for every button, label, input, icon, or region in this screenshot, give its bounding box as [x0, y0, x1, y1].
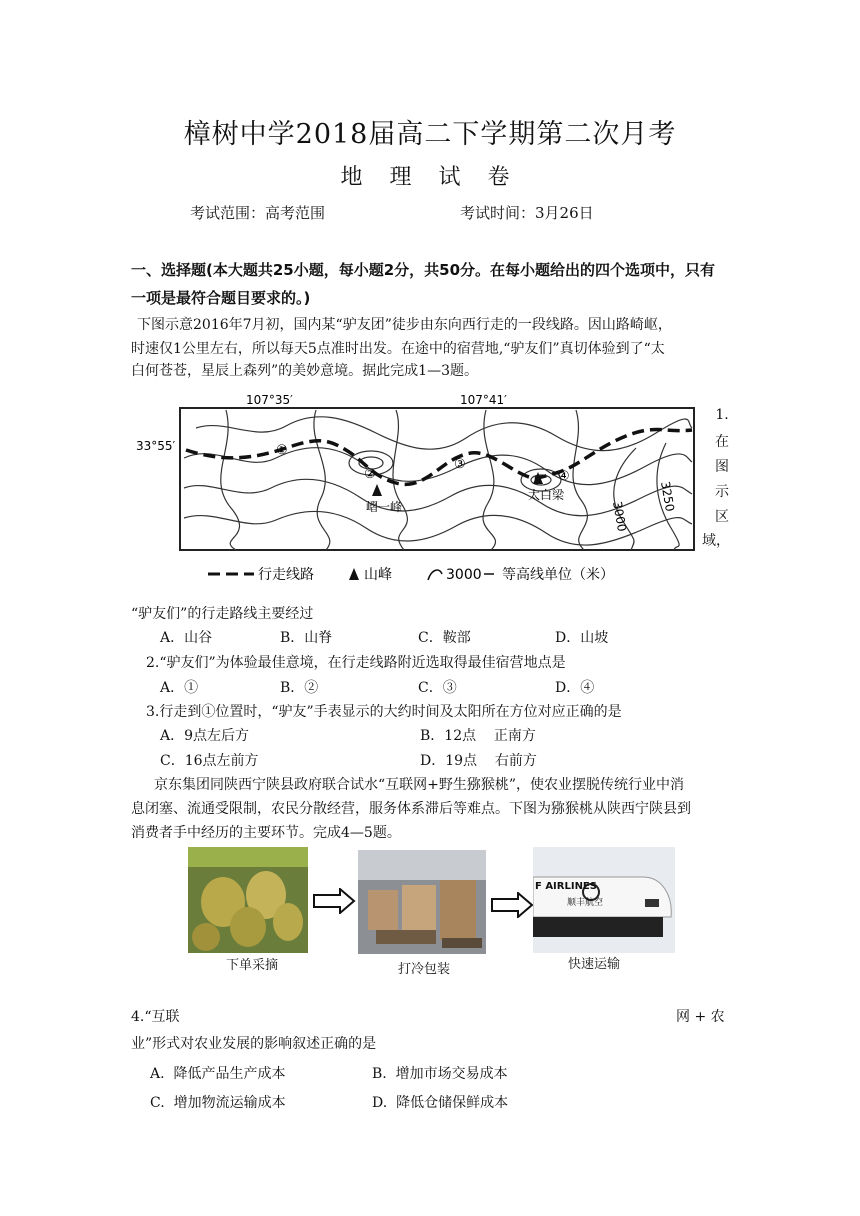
q2-option-c: C．③	[418, 680, 457, 696]
q4-option-b: B. 增加市场交易成本	[372, 1066, 508, 1082]
q3-option-a: A．9点左后方	[160, 728, 250, 744]
intro1-line1: 下图示意2016年7月初，国内某“驴友团”徒步由东向西行走的一段线路。因山路崎岖，	[137, 317, 672, 333]
contour-map	[136, 388, 706, 588]
q4-stem-right: 网 + 农	[676, 1009, 725, 1025]
exam-time: 考试时间：3月26日	[460, 204, 594, 222]
map-point-3: ③	[454, 457, 466, 472]
q2-option-b: B．②	[280, 680, 319, 696]
intro1-line2: 时速仅1公里左右，所以每天5点准时出发。在途中的宿营地,“驴友们”真切体验到了“太	[131, 341, 665, 357]
peak-label-2: 太白梁	[528, 488, 565, 502]
q1-vert-2: 在	[715, 434, 729, 450]
q2-stem: 2.“驴友们”为体验最佳意境，在行走线路附近选取得最佳宿营地点是	[146, 655, 566, 671]
longitude-label-1: 107°35′	[246, 393, 293, 407]
contour-label-3250: 3250	[658, 480, 678, 513]
plane-text-1: F AIRLINES	[535, 881, 597, 892]
contour-label-3000: 3000	[610, 500, 630, 533]
q1-vert-3: 图	[715, 459, 729, 475]
exam-scope: 考试范围：高考范围	[190, 204, 326, 222]
q4-stem-2: 业”形式对农业发展的影响叙述正确的是	[131, 1036, 377, 1052]
intro2-line3: 消费者手中经历的主要环节。完成4—5题。	[131, 825, 401, 841]
intro2-line1: 京东集团同陕西宁陕县政府联合试水“互联网+野生猕猴桃”，使农业摆脱传统行业中消	[154, 777, 685, 793]
flow-caption-2: 打冷包装	[398, 962, 451, 977]
exam-title: 樟树中学2018届高二下学期第二次月考	[183, 119, 677, 150]
arrow-icon	[312, 888, 356, 914]
q4-stem-left: 4.“互联	[131, 1009, 180, 1025]
airplane-photo	[533, 847, 675, 953]
map-point-2: ②	[364, 467, 376, 482]
exam-subtitle: 地 理 试 卷	[340, 165, 520, 190]
q2-option-d: D．④	[555, 680, 595, 696]
q4-option-a: A. 降低产品生产成本	[150, 1066, 286, 1082]
q1-vert-6: 域，	[702, 533, 730, 549]
legend-contour-value: 3000	[446, 567, 482, 583]
legend-contour: 等高线单位（米）	[502, 567, 614, 583]
map-point-4: ④	[558, 469, 570, 484]
section-heading-line1: 一、选择题(本大题共25小题，每小题2分，共50分。在每小题给出的四个选项中，只有	[131, 261, 716, 279]
q1-stem: “驴友们”的行走路线主要经过	[131, 606, 314, 622]
arrow-icon	[490, 892, 534, 918]
q1-vert-1: 1.	[715, 407, 729, 423]
flow-caption-3: 快速运输	[568, 957, 621, 972]
q4-option-d: D. 降低仓储保鲜成本	[372, 1095, 509, 1111]
q1-option-c: C．鞍部	[418, 630, 471, 646]
q1-option-a: A．山谷	[160, 630, 213, 646]
plane-text-2: 顺丰航空	[567, 898, 604, 908]
peak-label-1: 嶍一峰	[366, 500, 403, 514]
q3-stem: 3.行走到①位置时，“驴友”手表显示的大约时间及太阳所在方位对应正确的是	[146, 704, 622, 720]
q2-option-a: A．①	[160, 680, 199, 696]
q3-option-b: B．12点 正南方	[420, 728, 536, 744]
q3-option-c: C．16点左前方	[160, 753, 259, 769]
flow-caption-1: 下单采摘	[226, 958, 279, 973]
map-point-1: ①	[276, 443, 288, 458]
legend-route: 行走线路	[258, 567, 314, 583]
latitude-label: 33°55′	[136, 439, 176, 453]
q1-vert-4: 示	[715, 484, 729, 500]
q1-option-d: D．山坡	[555, 630, 609, 646]
q1-vert-5: 区	[715, 509, 729, 525]
legend-peak: 山峰	[364, 567, 392, 583]
intro1-line3: 白何苍苍，星辰上森列”的美妙意境。据此完成1—3题。	[131, 363, 478, 379]
longitude-label-2: 107°41′	[460, 393, 507, 407]
q4-option-c: C. 增加物流运输成本	[150, 1095, 286, 1111]
section-heading-line2: 一项是最符合题目要求的。)	[131, 289, 311, 307]
kiwi-photo	[188, 847, 308, 953]
intro2-line2: 息闭塞、流通受限制，农民分散经营，服务体系滞后等难点。下图为猕猴桃从陕西宁陕县到	[131, 801, 691, 817]
warehouse-photo	[358, 850, 486, 954]
q1-option-b: B．山脊	[280, 630, 333, 646]
q3-option-d: D．19点 右前方	[420, 753, 537, 769]
